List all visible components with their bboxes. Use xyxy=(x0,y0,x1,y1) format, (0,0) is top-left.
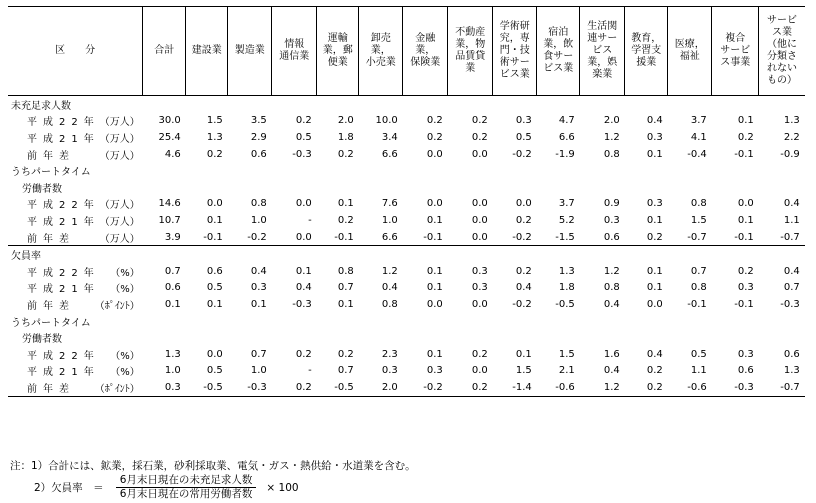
table-cell: 0.1 xyxy=(295,265,312,277)
header-column-label: 建設業 xyxy=(191,45,222,56)
row-unit: （万人） xyxy=(99,133,140,145)
table-cell: -0.1 xyxy=(423,231,443,243)
table-cell: 1.3 xyxy=(164,348,181,360)
table-cell: 0.2 xyxy=(737,265,754,277)
row-unit: （万人） xyxy=(99,200,140,212)
table-cell: 0.0 xyxy=(426,148,443,160)
table-cell: 0.2 xyxy=(295,348,312,360)
table-cell: 0.2 xyxy=(337,214,354,226)
table-row xyxy=(8,129,805,146)
table-cell: 0.4 xyxy=(603,298,620,310)
header-column-label: 複合 サービ ス事業 xyxy=(720,33,751,68)
table-cell: 0.0 xyxy=(426,298,443,310)
table-cell: 0.2 xyxy=(426,131,443,143)
row-label-cell xyxy=(8,280,143,297)
header-row xyxy=(8,7,805,96)
table-cell: -0.7 xyxy=(687,231,707,243)
row-unit: （%） xyxy=(110,367,140,379)
table-cell: 0.1 xyxy=(426,348,443,360)
header-column-label: 生活関 連サー ビス 業，娯 楽業 xyxy=(587,21,618,80)
table-cell: 0.6 xyxy=(250,148,267,160)
note-prefix: 注： xyxy=(10,460,31,472)
table-cell: 0.5 xyxy=(206,365,223,377)
table-cell: 2.0 xyxy=(603,115,620,127)
table-cell: 0.1 xyxy=(646,214,663,226)
header-column xyxy=(668,7,712,96)
table-cell: 4.1 xyxy=(690,131,707,143)
row-label-text: 平成22年 xyxy=(27,267,100,279)
table-cell: 6.6 xyxy=(381,148,398,160)
row-unit: （%） xyxy=(110,284,140,296)
row-label xyxy=(11,147,140,162)
section-title-row xyxy=(8,246,805,263)
table-cell: 0.5 xyxy=(295,131,312,143)
row-label xyxy=(11,213,140,228)
section-title: うちパートタイム xyxy=(11,317,91,329)
formula-denominator: 6月末日現在の常用労働者数 xyxy=(119,488,253,500)
section-subtitle-row xyxy=(8,179,805,196)
table-cell: 2.1 xyxy=(558,365,575,377)
table-cell: -0.3 xyxy=(228,379,272,396)
table-cell: 0.3 xyxy=(426,365,443,377)
table-cell: 1.2 xyxy=(603,131,620,143)
row-label-cell xyxy=(8,379,143,396)
header-column xyxy=(537,7,580,96)
table-cell: 0.7 xyxy=(690,265,707,277)
header-column xyxy=(712,7,759,96)
table-cell: 0.6 xyxy=(206,265,223,277)
row-label xyxy=(11,347,140,362)
table-cell: 2.0 xyxy=(359,379,403,396)
table-cell: 0.6 xyxy=(737,365,754,377)
row-label-text: 平成21年 xyxy=(27,216,100,228)
table-cell: 0.2 xyxy=(471,115,488,127)
table-cell: 0.1 xyxy=(206,214,223,226)
table-cell: 1.8 xyxy=(558,282,575,294)
table-cell: 0.2 xyxy=(737,131,754,143)
table-cell: 0.0 xyxy=(426,198,443,210)
table-cell: 1.1 xyxy=(783,214,800,226)
table-cell: 0.0 xyxy=(471,365,488,377)
table-cell: 0.3 xyxy=(471,282,488,294)
note-1-text: 1）合計には、鉱業，採石業，砂利採取業、電気・ガス・熱供給・水道業を含む。 xyxy=(31,460,416,472)
table-cell: 0.4 xyxy=(603,365,620,377)
row-label-text: 平成21年 xyxy=(27,133,100,145)
table-cell: - xyxy=(308,214,312,226)
section-title: 欠員率 xyxy=(8,246,805,263)
table-cell: -0.2 xyxy=(512,231,532,243)
table-cell: -0.5 xyxy=(555,298,575,310)
table-cell: 0.3 xyxy=(381,365,398,377)
section-title-row xyxy=(8,313,805,330)
table-cell: 1.3 xyxy=(783,365,800,377)
table-cell: 0.3 xyxy=(646,131,663,143)
row-label xyxy=(11,196,140,211)
row-label xyxy=(11,113,140,128)
table-cell: 0.1 xyxy=(737,214,754,226)
header-column-label: サービ ス業 （他に 分類さ れない もの） xyxy=(766,15,797,86)
section-subtitle: 労働者数 xyxy=(22,334,62,346)
row-label-cell xyxy=(8,346,143,363)
table-cell: 0.1 xyxy=(250,298,267,310)
table-cell: 0.0 xyxy=(295,198,312,210)
row-label xyxy=(11,297,140,312)
table-cell: 0.2 xyxy=(337,348,354,360)
table-cell: 0.0 xyxy=(471,198,488,210)
row-label xyxy=(11,264,140,279)
row-unit: （万人） xyxy=(99,233,140,245)
table-cell: 2.3 xyxy=(381,348,398,360)
table-cell: -0.1 xyxy=(734,231,754,243)
row-label-cell xyxy=(8,263,143,280)
table-cell: 1.5 xyxy=(515,365,532,377)
row-unit: （万人） xyxy=(99,216,140,228)
row-label-text: 前年差 xyxy=(27,300,75,312)
table-cell: 0.1 xyxy=(337,298,354,310)
table-cell: 0.2 xyxy=(471,131,488,143)
table-cell: -0.3 xyxy=(292,148,312,160)
row-label-text: 平成21年 xyxy=(27,367,100,379)
table-cell: 14.6 xyxy=(158,198,181,210)
table-cell: -0.5 xyxy=(317,379,359,396)
table-cell: 0.9 xyxy=(603,198,620,210)
table-cell: 0.4 xyxy=(295,282,312,294)
header-column-label: 教育， 学習支 援業 xyxy=(631,33,662,68)
table-cell: 0.1 xyxy=(164,298,181,310)
header-column-label: 情報 通信業 xyxy=(279,39,310,62)
table-cell: 0.2 xyxy=(515,265,532,277)
table-cell: 0.7 xyxy=(337,365,354,377)
table-cell: 0.8 xyxy=(690,198,707,210)
table-cell: 0.3 xyxy=(471,265,488,277)
formula-multiplier: × 100 xyxy=(266,481,299,494)
table-cell: 0.4 xyxy=(381,282,398,294)
table-cell: -0.2 xyxy=(247,231,267,243)
table-row xyxy=(8,263,805,280)
row-label-cell xyxy=(8,212,143,229)
table-cell: 10.7 xyxy=(158,214,181,226)
table-cell: 0.2 xyxy=(337,148,354,160)
table-cell: 0.4 xyxy=(783,198,800,210)
row-label-cell xyxy=(8,146,143,163)
table-cell: -0.1 xyxy=(687,298,707,310)
header-column xyxy=(493,7,537,96)
table-cell: 0.8 xyxy=(250,198,267,210)
table-cell: -0.6 xyxy=(668,379,712,396)
row-label xyxy=(11,380,140,395)
table-cell: 25.4 xyxy=(158,131,181,143)
formula-fraction xyxy=(116,474,257,501)
table-cell: 4.6 xyxy=(164,148,181,160)
row-label xyxy=(11,230,140,245)
table-cell: 0.2 xyxy=(625,379,668,396)
header-column-label: 金融 業， 保険業 xyxy=(410,33,441,68)
table-cell: -0.2 xyxy=(403,379,448,396)
vacancy-rate-formula xyxy=(18,474,299,501)
table-cell: 0.1 xyxy=(646,282,663,294)
row-label-cell xyxy=(8,229,143,246)
table-cell: 1.0 xyxy=(381,214,398,226)
header-column xyxy=(625,7,668,96)
table-cell: 0.1 xyxy=(426,265,443,277)
header-column xyxy=(143,7,186,96)
table-cell: 0.4 xyxy=(646,115,663,127)
table-cell: 0.2 xyxy=(206,148,223,160)
header-column xyxy=(759,7,805,96)
table-cell: 0.2 xyxy=(471,348,488,360)
table-cell: -0.3 xyxy=(780,298,800,310)
table-cell: 3.7 xyxy=(558,198,575,210)
table-cell: 1.5 xyxy=(558,348,575,360)
table-cell: 6.6 xyxy=(381,231,398,243)
table-cell: 0.8 xyxy=(603,148,620,160)
header-column-label: 製造業 xyxy=(234,45,265,56)
table-cell: 0.3 xyxy=(646,198,663,210)
table-cell: 0.3 xyxy=(143,379,186,396)
table-cell: 0.4 xyxy=(250,265,267,277)
table-cell: 0.0 xyxy=(471,148,488,160)
table-cell: 0.3 xyxy=(737,348,754,360)
table-cell: 0.4 xyxy=(515,282,532,294)
table-row xyxy=(8,280,805,297)
table-cell: 0.0 xyxy=(471,231,488,243)
table-cell: -0.9 xyxy=(780,148,800,160)
table-cell: 3.9 xyxy=(164,231,181,243)
table-cell: 0.1 xyxy=(426,282,443,294)
header-column xyxy=(228,7,272,96)
table-cell: 1.3 xyxy=(783,115,800,127)
row-label-text: 平成22年 xyxy=(27,200,100,212)
header-column xyxy=(317,7,359,96)
table-cell: 0.1 xyxy=(426,214,443,226)
row-label-text: 前年差 xyxy=(27,150,75,162)
header-kubun: 区 分 xyxy=(8,7,143,96)
table-cell: 0.2 xyxy=(515,214,532,226)
table-row xyxy=(8,196,805,213)
header-column-label: 不動産 業，物 品賃貸 業 xyxy=(455,27,486,74)
table-cell: 0.3 xyxy=(250,282,267,294)
table-cell: 0.0 xyxy=(295,231,312,243)
table-cell: 0.0 xyxy=(737,198,754,210)
section-title: 未充足求人数 xyxy=(11,100,71,112)
table-cell: 0.7 xyxy=(250,348,267,360)
table-cell: 0.1 xyxy=(737,115,754,127)
table-cell: 10.0 xyxy=(375,115,398,127)
table-cell: 3.4 xyxy=(381,131,398,143)
table-cell: 1.0 xyxy=(250,365,267,377)
row-unit: （ﾎﾟｲﾝﾄ） xyxy=(94,300,140,312)
row-unit: （%） xyxy=(110,267,140,279)
table-cell: -0.4 xyxy=(687,148,707,160)
header-column xyxy=(359,7,403,96)
table-cell: 0.2 xyxy=(426,115,443,127)
table-cell: 0.0 xyxy=(646,298,663,310)
table-cell: -0.7 xyxy=(780,231,800,243)
table-cell: 0.2 xyxy=(646,365,663,377)
table-cell: 1.3 xyxy=(206,131,223,143)
table-cell: 0.5 xyxy=(206,282,223,294)
table-cell: 2.0 xyxy=(337,115,354,127)
section-title: うちパートタイム xyxy=(11,167,91,179)
row-unit: （ﾎﾟｲﾝﾄ） xyxy=(94,383,140,395)
row-label-cell xyxy=(8,196,143,213)
header-column-label: 医療， 福祉 xyxy=(674,39,705,62)
table-cell: 0.8 xyxy=(337,265,354,277)
table-cell: 0.3 xyxy=(603,214,620,226)
row-label-text: 平成22年 xyxy=(27,117,100,129)
table-row xyxy=(8,379,805,396)
table-cell: 0.6 xyxy=(164,282,181,294)
table-cell: 1.6 xyxy=(603,348,620,360)
table-cell: 0.5 xyxy=(690,348,707,360)
table-cell: 1.1 xyxy=(690,365,707,377)
table-cell: 0.4 xyxy=(646,348,663,360)
table-cell: 0.0 xyxy=(471,298,488,310)
header-column xyxy=(580,7,625,96)
row-label-text: 前年差 xyxy=(27,233,75,245)
table-cell: 0.1 xyxy=(646,148,663,160)
formula-numerator: 6月末日現在の未充足求人数 xyxy=(116,474,257,488)
table-cell: -0.3 xyxy=(292,298,312,310)
row-label-text: 平成22年 xyxy=(27,350,100,362)
table-cell: 0.6 xyxy=(603,231,620,243)
section-title-row xyxy=(8,96,805,113)
row-label-cell xyxy=(8,296,143,313)
row-label-text: 平成21年 xyxy=(27,284,100,296)
table-cell: 3.5 xyxy=(250,115,267,127)
table-cell: -0.5 xyxy=(186,379,228,396)
header-column xyxy=(186,7,228,96)
row-label xyxy=(11,130,140,145)
table-cell: 1.0 xyxy=(164,365,181,377)
table-cell: -0.2 xyxy=(512,148,532,160)
notes xyxy=(10,458,416,474)
table-cell: -0.3 xyxy=(712,379,759,396)
table-cell: 1.3 xyxy=(558,265,575,277)
table-cell: 0.8 xyxy=(381,298,398,310)
table-cell: 0.2 xyxy=(295,115,312,127)
table-cell: 2.9 xyxy=(250,131,267,143)
header-column-label: 合計 xyxy=(154,45,175,56)
table-cell: 0.7 xyxy=(783,282,800,294)
table-cell: -1.4 xyxy=(493,379,537,396)
table-cell: 0.1 xyxy=(206,298,223,310)
table-cell: 0.5 xyxy=(515,131,532,143)
table-row xyxy=(8,296,805,313)
table-cell: 0.0 xyxy=(515,198,532,210)
table-cell: -1.9 xyxy=(555,148,575,160)
table-cell: 0.1 xyxy=(646,265,663,277)
table-cell: 0.2 xyxy=(272,379,317,396)
table-row xyxy=(8,212,805,229)
header-column-label: 学術研 究，専 門・技 術サー ビス業 xyxy=(499,21,530,80)
table-cell: 1.5 xyxy=(690,214,707,226)
header-column-label: 卸売 業， 小売業 xyxy=(365,33,396,68)
table-cell: 0.3 xyxy=(515,115,532,127)
table-cell: 4.7 xyxy=(558,115,575,127)
row-label-text: 前年差 xyxy=(27,383,75,395)
table-cell: 0.2 xyxy=(448,379,493,396)
row-unit: （万人） xyxy=(99,150,140,162)
table-cell: -0.1 xyxy=(734,298,754,310)
header-column-label: 運輸 業，郵 便業 xyxy=(322,33,353,68)
table-cell: 0.0 xyxy=(206,348,223,360)
table-cell: 1.2 xyxy=(381,265,398,277)
table-cell: 7.6 xyxy=(381,198,398,210)
row-label xyxy=(11,280,140,295)
section-subtitle-row xyxy=(8,329,805,346)
table-cell: -0.1 xyxy=(334,231,354,243)
table-cell: -0.2 xyxy=(512,298,532,310)
table-cell: 0.6 xyxy=(783,348,800,360)
table-cell: - xyxy=(308,365,312,377)
row-label-cell xyxy=(8,113,143,130)
table-cell: 1.2 xyxy=(603,265,620,277)
table-cell: 0.8 xyxy=(690,282,707,294)
section-title-row xyxy=(8,162,805,179)
header-column-label: 宿泊 業，飲 食サー ビス業 xyxy=(543,27,574,74)
table-row xyxy=(8,113,805,130)
section-subtitle: 労働者数 xyxy=(22,183,62,195)
table-cell: 0.0 xyxy=(471,214,488,226)
table-cell: 1.8 xyxy=(337,131,354,143)
table-cell: 0.1 xyxy=(515,348,532,360)
table-row xyxy=(8,346,805,363)
table-cell: 30.0 xyxy=(158,115,181,127)
table-cell: 3.7 xyxy=(690,115,707,127)
table-cell: 0.7 xyxy=(164,265,181,277)
row-label-cell xyxy=(8,363,143,380)
table-row xyxy=(8,363,805,380)
table-row xyxy=(8,229,805,246)
row-label-cell xyxy=(8,129,143,146)
row-unit: （万人） xyxy=(99,117,140,129)
table-cell: 6.6 xyxy=(558,131,575,143)
table-cell: -1.5 xyxy=(555,231,575,243)
table-cell: 5.2 xyxy=(558,214,575,226)
table-cell: 1.0 xyxy=(250,214,267,226)
table-row xyxy=(8,146,805,163)
row-label xyxy=(11,363,140,378)
table-cell: 0.7 xyxy=(337,282,354,294)
table-cell: 0.4 xyxy=(783,265,800,277)
header-column xyxy=(272,7,317,96)
table-cell: -0.6 xyxy=(537,379,580,396)
job-vacancy-table xyxy=(8,6,805,397)
table-cell: 0.3 xyxy=(737,282,754,294)
table-cell: 2.2 xyxy=(783,131,800,143)
table-cell: 0.0 xyxy=(206,198,223,210)
row-unit: （%） xyxy=(110,350,140,362)
table-cell: 1.2 xyxy=(580,379,625,396)
table-cell: -0.7 xyxy=(759,379,805,396)
table-cell: 1.5 xyxy=(206,115,223,127)
table-cell: 0.8 xyxy=(603,282,620,294)
table-cell: 0.1 xyxy=(337,198,354,210)
table-cell: -0.1 xyxy=(734,148,754,160)
header-column xyxy=(403,7,448,96)
table-cell: -0.1 xyxy=(203,231,223,243)
table-cell: 0.2 xyxy=(646,231,663,243)
note-1 xyxy=(10,458,416,474)
header-column xyxy=(448,7,493,96)
note-2-label: 2）欠員率 ＝ xyxy=(34,482,104,494)
